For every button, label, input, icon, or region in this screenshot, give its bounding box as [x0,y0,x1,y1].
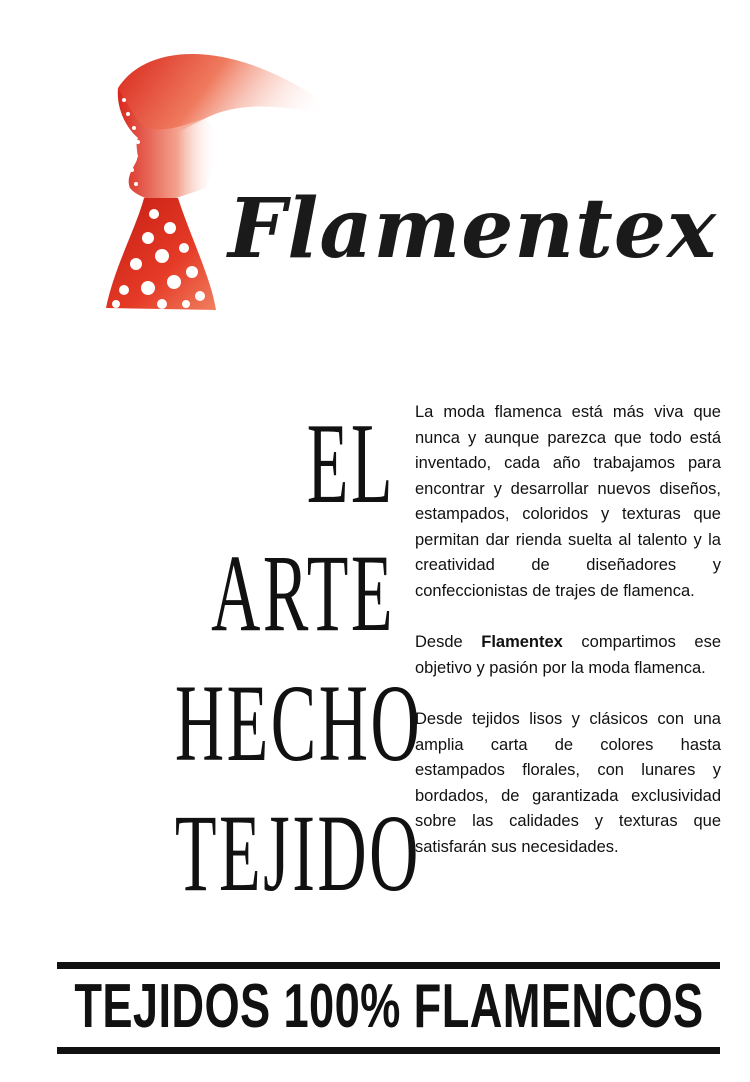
tagline-text: TEJIDOS 100% FLAMENCOS [73,972,704,1041]
divider-bottom [57,1047,720,1054]
tagline [57,972,720,1042]
paragraph-2-brand: Flamentex [481,633,563,651]
headline [40,398,423,918]
headline-line-1: EL [306,398,395,528]
brand-name: Flamentex [228,181,717,277]
headline-line-2: ARTE [211,532,395,654]
logo [0,0,750,340]
paragraph-1: La moda flamenca está más viva que nunca y aunque parezca que todo está inventado, cada año trabajamos para encontrar y desarrollar nuevos diseños, estampados, coloridos y texturas que permitan dar rienda suelta al talento y la creatividad de diseñadores y confeccionistas de trajes de flamenca. [415,403,721,600]
headline-line-3: HECHO [174,662,423,784]
paragraph-2-after: compartimos ese objetivo y pasión por la moda flamenca. [415,633,722,677]
body-copy [415,400,721,886]
headline-line-4: TEJIDO [174,792,421,914]
paragraph-2 [415,630,721,681]
paragraph-3: Desde tejidos lisos y clásicos con una amplia carta de colores hasta estampados florales, con lunares y bordados, de garantizada exclusividad sobre las calidades y texturas que satisfarán sus necesidades. [415,710,721,856]
paragraph-2-before: Desde [415,633,482,651]
divider-top [57,962,720,969]
